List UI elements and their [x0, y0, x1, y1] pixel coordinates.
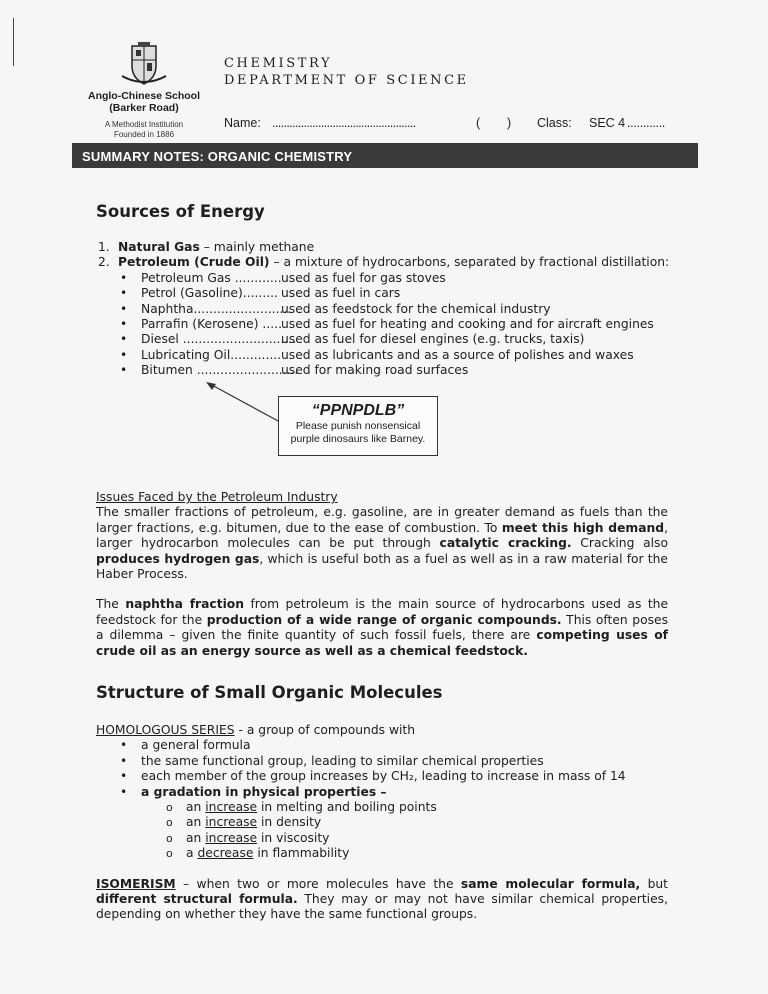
text-run: an	[186, 799, 206, 814]
text-run-bold: competing uses of crude oil as an energy source as well as a chemical feedstock.	[96, 628, 668, 658]
text-run: a	[186, 846, 198, 861]
school-sub-line2: Founded in 1886	[113, 130, 175, 139]
fraction-name: Petrol (Gasoline).........	[141, 286, 278, 301]
arrow-icon	[200, 380, 290, 430]
circle-bullet: o	[166, 800, 173, 814]
gradation-text: a gradation in physical properties –	[141, 784, 387, 799]
school-name	[78, 90, 210, 114]
text-run-bold: catalytic cracking.	[439, 536, 572, 551]
term-homologous-series: HOMOLOGOUS SERIES	[96, 723, 235, 737]
item-number: 1.	[98, 240, 110, 254]
bullet: •	[120, 347, 128, 362]
fraction-use: used for making road surfaces	[281, 363, 469, 378]
point-text: the same functional group, leading to similar chemical properties	[141, 753, 544, 768]
name-label: Name:	[224, 116, 261, 130]
text-run: , larger hydrocarbon molecules can be put through	[96, 520, 669, 551]
section-heading-sources: Sources of Energy	[96, 202, 265, 221]
list-item-petroleum	[96, 255, 668, 270]
text-run-bold: different structural formula.	[96, 891, 298, 906]
banner-title: SUMMARY NOTES: ORGANIC CHEMISTRY	[82, 149, 353, 164]
text-run: but	[640, 876, 668, 891]
fraction-row	[96, 332, 668, 347]
class-field[interactable]: ............	[627, 116, 666, 130]
text-run-bold: production of a wide range of organic compounds.	[206, 612, 562, 627]
fraction-name: Diesel .............................	[141, 332, 297, 347]
fraction-use: used as fuel in cars	[281, 286, 401, 301]
fraction-row	[96, 286, 668, 301]
fraction-name: Lubricating Oil.............	[141, 347, 282, 362]
text-run: They may or may not have similar chemical properties, depending on whether they have the same functional groups.	[96, 891, 668, 922]
bullet: •	[120, 738, 128, 753]
term-isomerism: ISOMERISM	[96, 876, 176, 891]
fraction-name: Petroleum Gas ............	[141, 270, 282, 285]
bullet: •	[120, 332, 128, 347]
department-line2: DEPARTMENT OF SCIENCE	[224, 73, 469, 88]
homologous-points	[96, 738, 668, 784]
item-description: – a mixture of hydrocarbons, separated by fractional distillation:	[269, 255, 670, 270]
homologous-definition	[96, 723, 668, 738]
fraction-use: used as fuel for heating and cooking and for aircraft engines	[281, 316, 654, 331]
text-run-underlined: decrease	[197, 846, 254, 861]
fraction-use: used as lubricants and as a source of polishes and waxes	[281, 347, 634, 362]
isomerism-paragraph	[96, 877, 668, 923]
mnemonic-line1: Please punish nonsensical	[295, 420, 421, 432]
gradation-subpoint	[96, 800, 668, 815]
text-run: Cracking also	[571, 536, 668, 551]
fraction-use: used as feedstock for the chemical industry	[281, 301, 551, 316]
gradation-subpoint	[96, 846, 668, 861]
bullet: •	[120, 316, 128, 331]
fraction-row	[96, 302, 668, 317]
text-run: an	[186, 815, 206, 830]
text-run: The	[96, 597, 126, 612]
class-value: SEC 4	[589, 116, 626, 130]
mnemonic-line2: purple dinosaurs like Barney.	[290, 433, 426, 445]
bullet: •	[120, 753, 128, 768]
bullet: •	[120, 769, 128, 784]
bullet: •	[120, 363, 128, 378]
fraction-row	[96, 348, 668, 363]
text-run: , which is useful both as a fuel as well as in a raw material for the Haber Process.	[96, 551, 668, 582]
homologous-point	[96, 738, 668, 753]
name-field[interactable]: ..................................................	[272, 116, 416, 130]
structure-section	[96, 723, 668, 923]
bullet: •	[120, 286, 128, 301]
text-run: This often poses a dilemma – given the finite quantity of such fossil fuels, there are	[96, 612, 668, 643]
bullet: •	[120, 270, 128, 285]
fraction-name: Naphtha.........................	[141, 301, 292, 316]
school-subtitle	[78, 120, 210, 140]
sources-list	[96, 240, 668, 379]
fraction-use: used as fuel for gas stoves	[281, 270, 446, 285]
text-run: in viscosity	[257, 830, 330, 845]
issues-paragraph-2	[96, 597, 668, 659]
gradation-subpoint	[96, 815, 668, 830]
fraction-use: used as fuel for diesel engines (e.g. trucks, taxis)	[281, 332, 585, 347]
fraction-list	[96, 271, 668, 379]
point-text: each member of the group increases by CH₂, leading to increase in mass of 14	[141, 769, 626, 784]
school-crest-icon	[118, 42, 170, 88]
section-heading-structure: Structure of Small Organic Molecules	[96, 683, 443, 702]
text-run-bold: naphtha fraction	[125, 597, 244, 612]
text-run: – when two or more molecules have the	[175, 876, 461, 891]
text-run: in melting and boiling points	[257, 799, 437, 814]
homologous-point	[96, 754, 668, 769]
text-run: an	[186, 830, 206, 845]
fraction-row	[96, 363, 668, 378]
gradation-point	[96, 785, 668, 800]
subpoint-text	[186, 800, 437, 815]
department-line1: CHEMISTRY	[224, 56, 333, 71]
school-name-line2: (Barker Road)	[109, 102, 179, 114]
text-run-underlined: increase	[205, 830, 258, 845]
gradation-subpoint	[96, 831, 668, 846]
issues-paragraph-1	[96, 505, 668, 582]
homologous-point	[96, 769, 668, 784]
item-number: 2.	[98, 255, 110, 270]
subpoint-text	[186, 815, 321, 830]
text-run-bold: same molecular formula,	[460, 876, 641, 891]
text-run: in density	[257, 815, 322, 830]
text-run: in flammability	[253, 846, 350, 861]
circle-bullet: o	[166, 816, 173, 830]
circle-bullet: o	[166, 847, 173, 861]
fraction-row	[96, 271, 668, 286]
gradation-subpoints	[96, 800, 668, 862]
title-banner	[72, 143, 698, 168]
mnemonic-box	[278, 396, 438, 456]
scan-artifact-line	[13, 18, 14, 66]
subpoint-text	[186, 831, 329, 846]
text-run-bold: produces hydrogen gas	[96, 551, 260, 566]
text-run-underlined: increase	[205, 815, 258, 830]
class-label: Class:	[537, 116, 572, 130]
circle-bullet: o	[166, 831, 173, 845]
register-number-close: )	[507, 116, 512, 130]
fraction-row	[96, 317, 668, 332]
fraction-name: Parrafin (Kerosene) .....	[141, 316, 282, 331]
bullet: •	[120, 784, 128, 799]
fraction-name: Bitumen ..........................	[141, 363, 299, 378]
department-title	[224, 55, 469, 89]
item-term: Petroleum (Crude Oil)	[118, 255, 270, 270]
bullet: •	[120, 301, 128, 316]
item-term: Natural Gas	[118, 240, 200, 254]
mnemonic-title: “PPNPDLB”	[311, 402, 405, 419]
subpoint-text	[186, 846, 349, 861]
school-name-line1: Anglo-Chinese School	[87, 90, 200, 102]
text-run-underlined: increase	[205, 799, 258, 814]
list-item-natural-gas	[96, 240, 668, 255]
text-run-bold: meet this high demand	[501, 520, 665, 535]
text-run: from petroleum is the main source of hydrocarbons used as the feedstock for the	[96, 597, 669, 627]
issues-heading: Issues Faced by the Petroleum Industry	[96, 490, 338, 504]
point-text: a general formula	[141, 738, 251, 753]
school-sub-line1: A Methodist Institution	[104, 120, 184, 129]
text-run: The smaller fractions of petroleum, e.g. gasoline, are in greater demand as fuels than the larger fractions, e.g. bitumen, due to the ease of combustion. To	[96, 505, 668, 535]
item-description: – mainly methane	[199, 240, 315, 254]
definition-text: - a group of compounds with	[234, 723, 416, 737]
issues-section	[96, 490, 668, 659]
register-number-open: (	[476, 116, 481, 130]
